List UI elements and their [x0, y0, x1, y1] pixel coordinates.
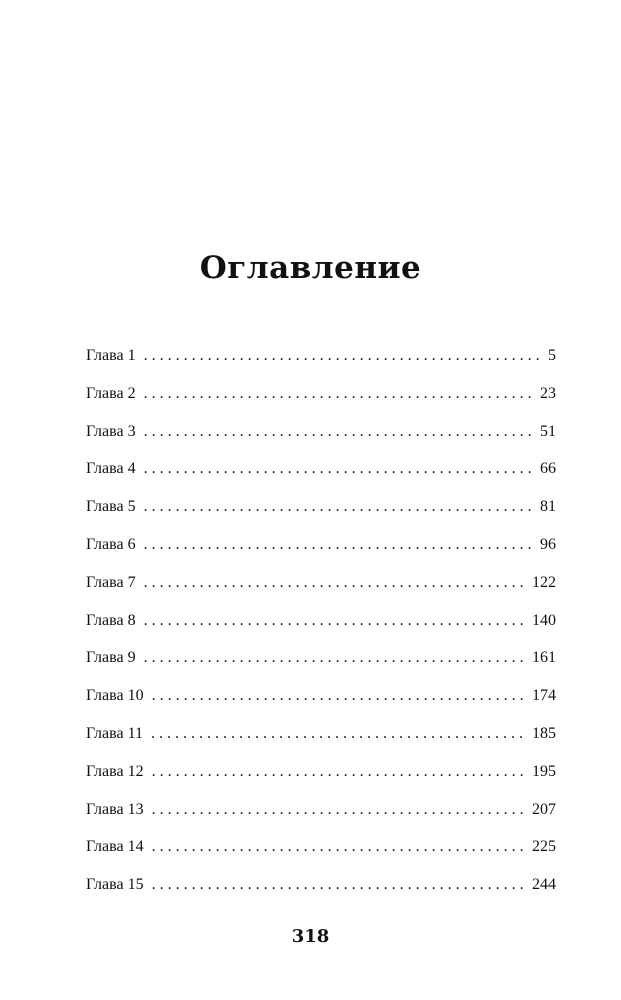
toc-entry — [86, 344, 556, 382]
dot-leader — [152, 835, 528, 859]
chapter-page-number: 51 — [540, 422, 556, 440]
chapter-page-number: 23 — [540, 384, 556, 402]
dot-leader — [152, 684, 528, 708]
toc-entry — [86, 760, 556, 798]
dot-leader — [144, 571, 528, 595]
chapter-label: Глава 11 — [86, 724, 143, 742]
toc-entry — [86, 798, 556, 836]
toc-entry — [86, 684, 556, 722]
chapter-page-number: 185 — [532, 724, 556, 742]
chapter-label: Глава 3 — [86, 422, 136, 440]
chapter-label: Глава 1 — [86, 347, 136, 364]
chapter-label: Глава 7 — [86, 573, 136, 591]
toc-entry — [86, 835, 556, 873]
table-of-contents — [86, 344, 556, 911]
dot-leader — [151, 722, 528, 746]
dot-leader — [152, 798, 528, 822]
toc-entry — [86, 457, 556, 495]
chapter-page-number: 122 — [532, 573, 556, 591]
page-title: Оглавление — [199, 250, 422, 286]
chapter-label: Глава 12 — [86, 762, 144, 780]
toc-entry — [86, 646, 556, 684]
dot-leader — [144, 457, 536, 481]
chapter-label: Глава 9 — [86, 649, 136, 667]
dot-leader — [152, 873, 528, 897]
toc-entry — [86, 495, 556, 533]
dot-leader — [144, 382, 536, 406]
chapter-label: Глава 4 — [86, 460, 136, 478]
chapter-page-number: 244 — [532, 876, 556, 894]
chapter-page-number: 225 — [532, 838, 556, 856]
chapter-page-number: 195 — [532, 762, 556, 780]
chapter-page-number: 5 — [548, 347, 556, 364]
chapter-label: Глава 8 — [86, 611, 136, 629]
chapter-label: Глава 2 — [86, 384, 136, 402]
toc-entry — [86, 533, 556, 571]
chapter-page-number: 207 — [532, 800, 556, 818]
toc-entry — [86, 609, 556, 647]
dot-leader — [144, 344, 544, 368]
dot-leader — [144, 533, 536, 557]
toc-entry — [86, 873, 556, 911]
chapter-page-number: 174 — [532, 687, 556, 705]
chapter-page-number: 81 — [540, 498, 556, 516]
toc-entry — [86, 571, 556, 609]
chapter-page-number: 96 — [540, 535, 556, 553]
chapter-page-number: 66 — [540, 460, 556, 478]
toc-entry — [86, 382, 556, 420]
dot-leader — [144, 420, 536, 444]
chapter-page-number: 161 — [532, 649, 556, 667]
chapter-label: Глава 5 — [86, 498, 136, 516]
chapter-label: Глава 13 — [86, 800, 144, 818]
toc-entry — [86, 722, 556, 760]
dot-leader — [144, 495, 536, 519]
chapter-label: Глава 10 — [86, 687, 144, 705]
page-number: 318 — [291, 926, 330, 947]
chapter-label: Глава 15 — [86, 876, 144, 894]
dot-leader — [144, 646, 528, 670]
toc-entry — [86, 420, 556, 458]
dot-leader — [152, 760, 528, 784]
chapter-page-number: 140 — [532, 611, 556, 629]
chapter-label: Глава 6 — [86, 535, 136, 553]
chapter-label: Глава 14 — [86, 838, 144, 856]
dot-leader — [144, 609, 528, 633]
